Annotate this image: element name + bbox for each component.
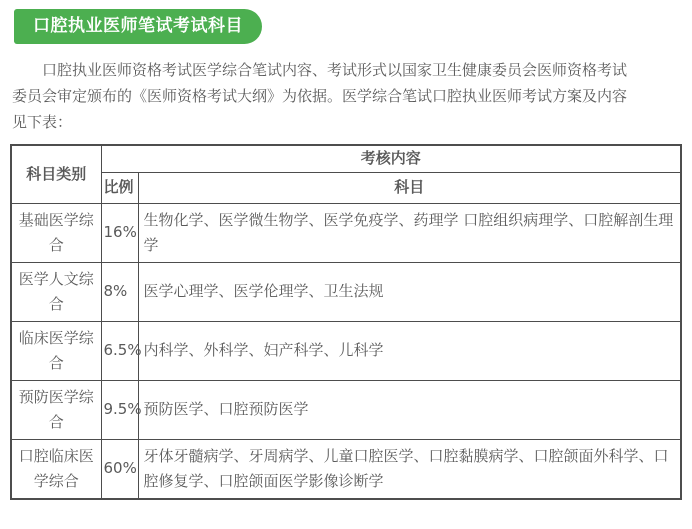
ratio-cell: 6.5% xyxy=(101,321,138,380)
exam-subjects-table xyxy=(10,144,682,500)
category-cell: 预防医学综合 xyxy=(11,380,101,439)
ratio-cell: 9.5% xyxy=(101,380,138,439)
table-row xyxy=(11,321,681,380)
table-row xyxy=(11,203,681,262)
table-header-row xyxy=(11,145,681,172)
subjects-cell: 牙体牙髓病学、牙周病学、儿童口腔医学、口腔黏膜病学、口腔颌面外科学、口腔修复学、口腔颌面医学影像诊断学 xyxy=(138,439,681,499)
subjects-cell: 医学心理学、医学伦理学、卫生法规 xyxy=(138,262,681,321)
ratio-cell: 60% xyxy=(101,439,138,499)
subjects-cell: 生物化学、医学微生物学、医学免疫学、药理学 口腔组织病理学、口腔解剖生理学 xyxy=(138,203,681,262)
column-header-subject: 科目 xyxy=(138,172,681,203)
table-row xyxy=(11,439,681,499)
table-row xyxy=(11,262,681,321)
table-subheader-row xyxy=(11,172,681,203)
page-title-badge: 口腔执业医师笔试考试科目 xyxy=(14,9,262,44)
category-cell: 临床医学综合 xyxy=(11,321,101,380)
subjects-cell: 内科学、外科学、妇产科学、儿科学 xyxy=(138,321,681,380)
ratio-cell: 16% xyxy=(101,203,138,262)
intro-line: 见下表： xyxy=(12,113,73,131)
subjects-cell: 预防医学、口腔预防医学 xyxy=(138,380,681,439)
category-cell: 医学人文综合 xyxy=(11,262,101,321)
ratio-cell: 8% xyxy=(101,262,138,321)
intro-line: 口腔执业医师资格考试医学综合笔试内容、考试形式以国家卫生健康委员会医师资格考试 xyxy=(42,61,628,79)
column-header-content: 考核内容 xyxy=(101,145,681,172)
intro-line: 委员会审定颁布的《医师资格考试大纲》为依据。医学综合笔试口腔执业医师考试方案及内容 xyxy=(12,87,628,105)
intro-paragraph xyxy=(12,57,680,135)
category-cell: 基础医学综合 xyxy=(11,203,101,262)
table-row xyxy=(11,380,681,439)
column-header-category: 科目类别 xyxy=(11,145,101,203)
column-header-ratio: 比例 xyxy=(101,172,138,203)
category-cell: 口腔临床医学综合 xyxy=(11,439,101,499)
